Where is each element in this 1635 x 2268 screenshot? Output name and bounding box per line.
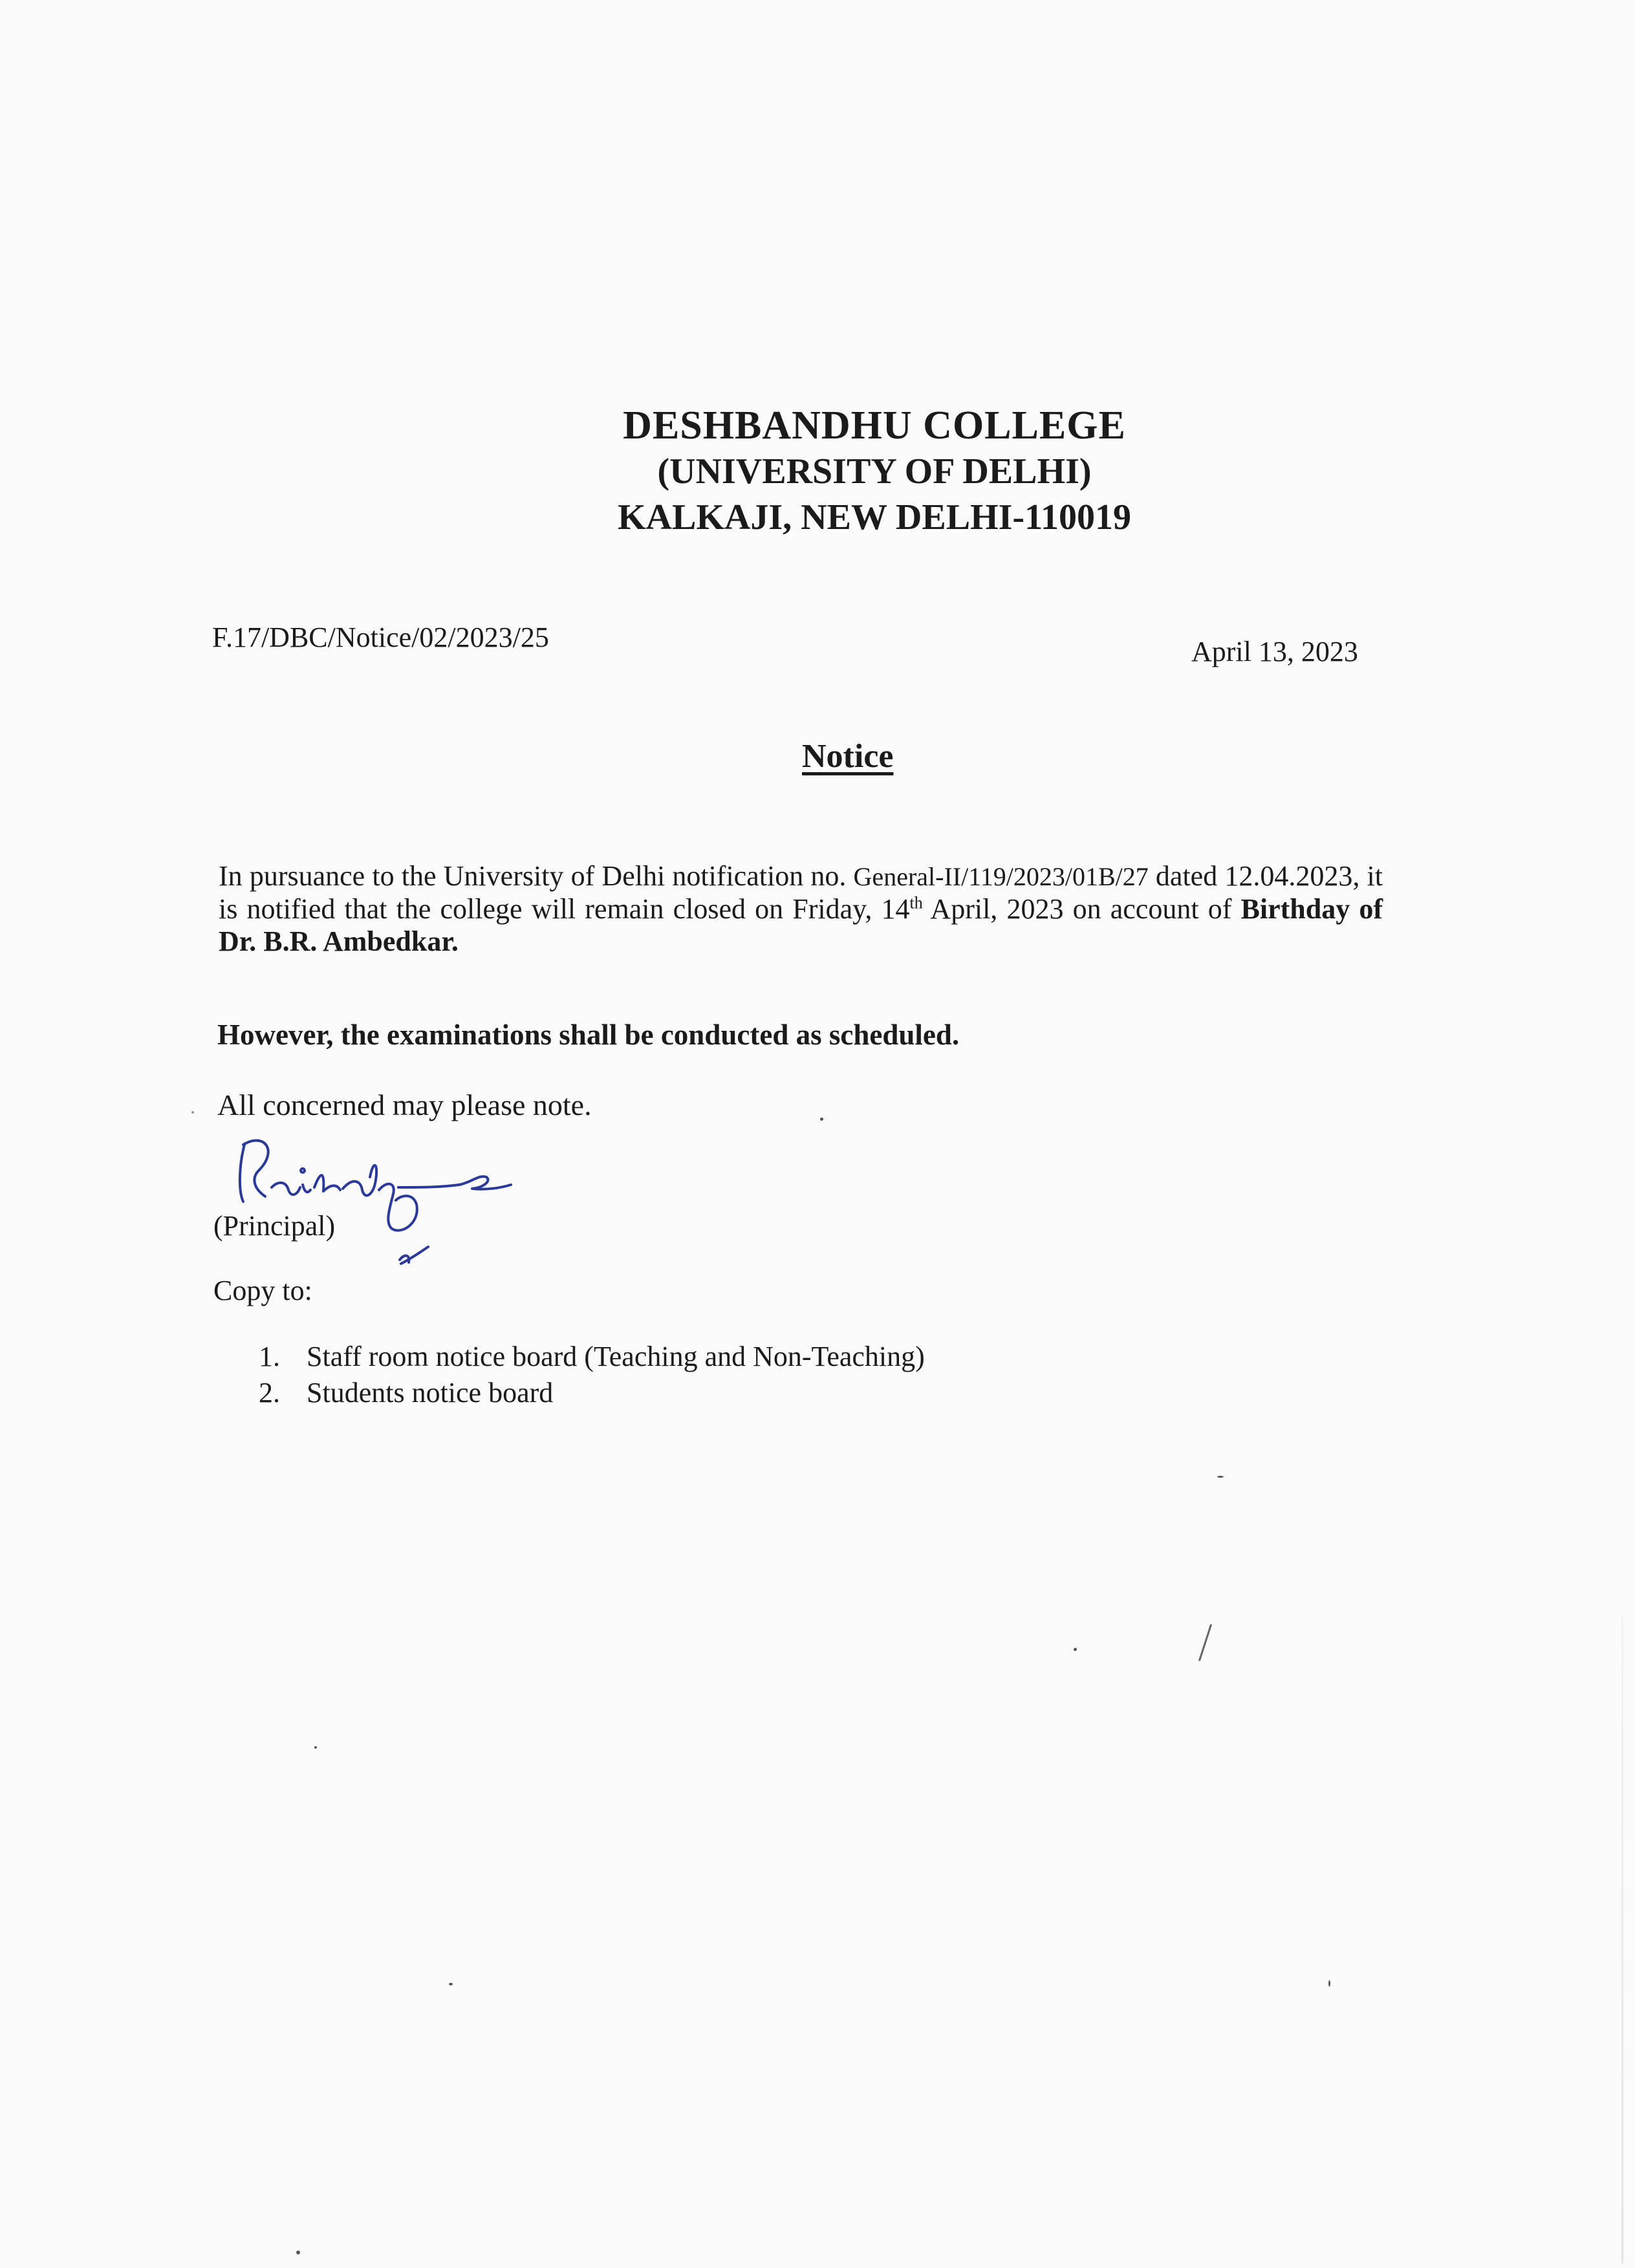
page-edge-shadow bbox=[1621, 1617, 1623, 2263]
principal-signature bbox=[226, 1125, 524, 1280]
notification-number: General-II/119/2023/01B/27 bbox=[853, 862, 1149, 891]
college-name: DESHBANDHU COLLEGE bbox=[623, 404, 1126, 448]
college-header bbox=[0, 402, 1635, 541]
date-superscript: th bbox=[909, 893, 923, 913]
exam-note: However, the examinations shall be conducted as scheduled. bbox=[217, 1019, 960, 1051]
notice-body bbox=[219, 860, 1383, 958]
body-text-part2: dated 12.04.2023, it is notified that the college will remain closed on Friday, 14 bbox=[219, 860, 1383, 925]
occasion-text: Birthday of Dr. B.R. Ambedkar. bbox=[219, 893, 1383, 957]
scan-speck bbox=[1328, 1980, 1330, 1987]
scan-speck bbox=[1198, 1624, 1212, 1661]
notice-date: April 13, 2023 bbox=[1191, 636, 1358, 667]
list-item-text: Staff room notice board (Teaching and Non-Teaching) bbox=[307, 1341, 925, 1372]
concerned-note: All concerned may please note. bbox=[217, 1088, 592, 1121]
list-item-text: Students notice board bbox=[307, 1377, 554, 1409]
scan-speck bbox=[1217, 1476, 1224, 1478]
college-address: KALKAJI, NEW DELHI-110019 bbox=[618, 497, 1131, 537]
scan-speck bbox=[449, 1983, 453, 1985]
copy-to-label: Copy to: bbox=[213, 1275, 312, 1306]
list-item-number: 1. bbox=[259, 1341, 280, 1372]
scan-speck bbox=[296, 2251, 300, 2254]
list-item bbox=[259, 1375, 925, 1411]
scan-speck bbox=[820, 1118, 823, 1121]
scan-speck bbox=[191, 1111, 194, 1114]
scan-speck bbox=[314, 1746, 317, 1749]
signatory-title: (Principal) bbox=[213, 1210, 336, 1242]
list-item-number: 2. bbox=[259, 1377, 280, 1409]
copy-to-list bbox=[259, 1339, 925, 1411]
notice-title: Notice bbox=[802, 738, 894, 775]
list-item bbox=[259, 1339, 925, 1375]
reference-number: F.17/DBC/Notice/02/2023/25 bbox=[212, 621, 549, 653]
scan-speck bbox=[1074, 1648, 1077, 1651]
body-text-part3: April, 2023 on account of bbox=[922, 893, 1241, 925]
university-name: (UNIVERSITY OF DELHI) bbox=[657, 451, 1092, 491]
body-text-part1: In pursuance to the University of Delhi notification no. bbox=[219, 860, 854, 892]
